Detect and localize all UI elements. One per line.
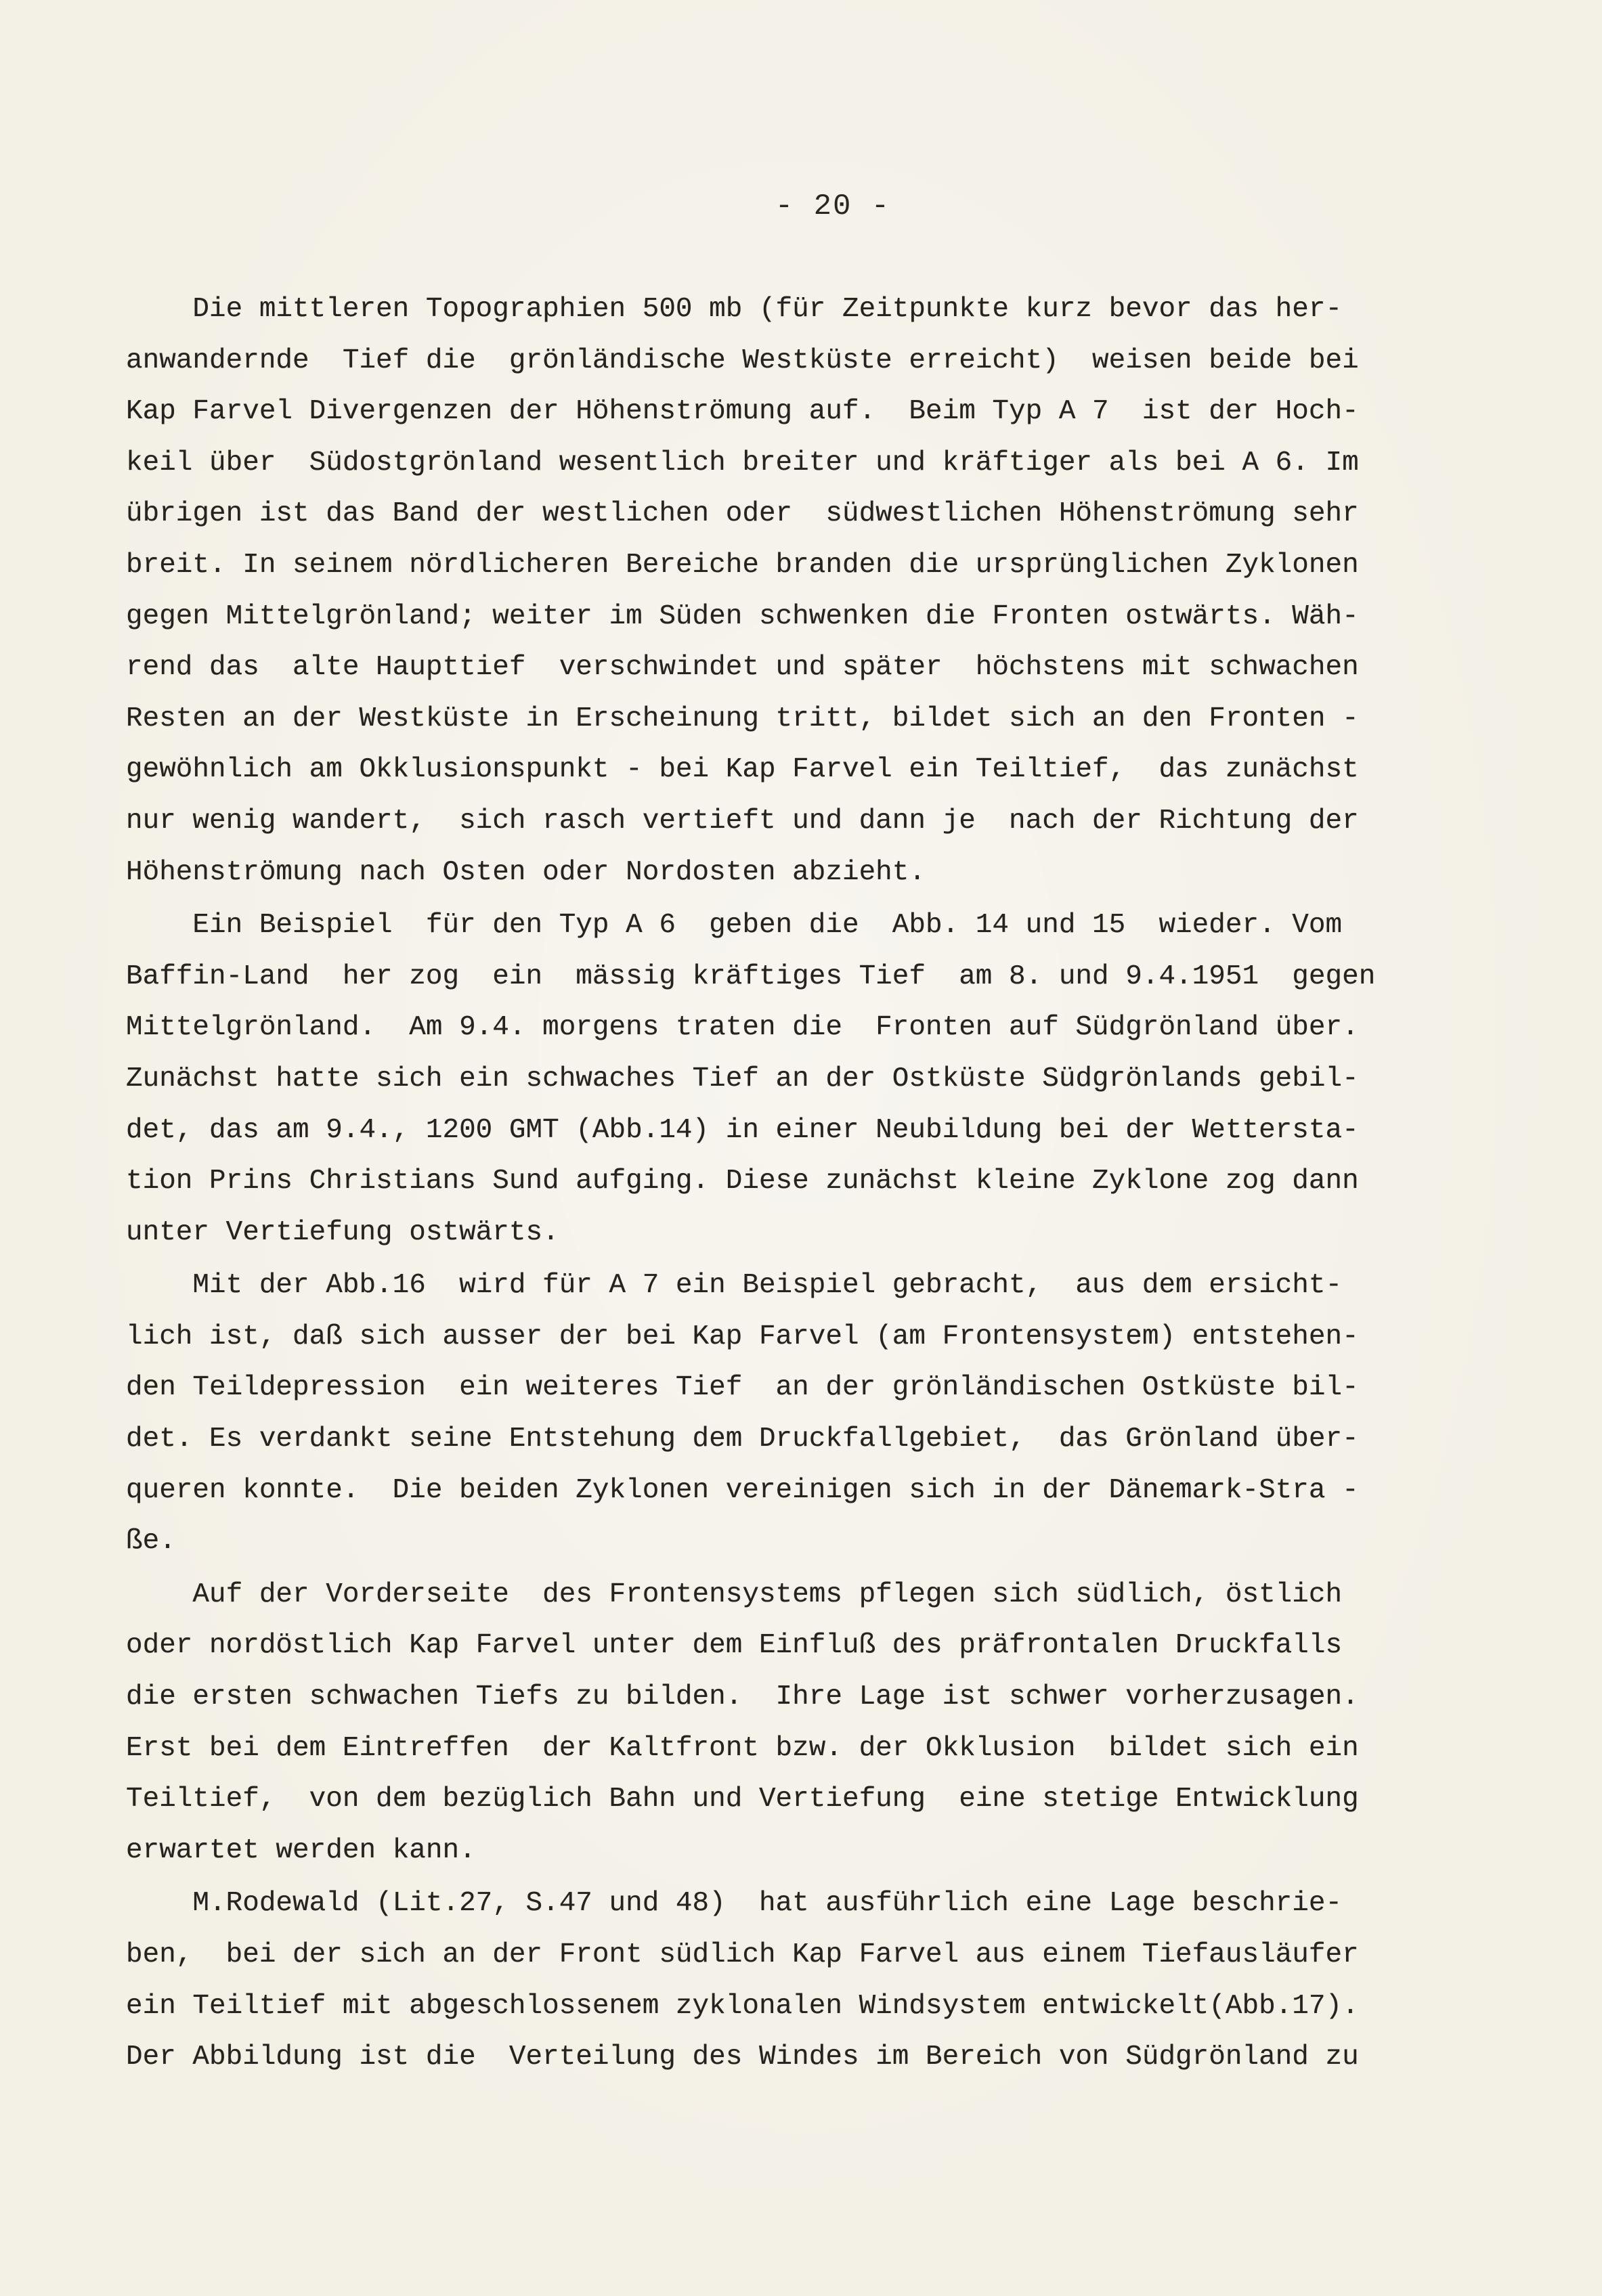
body-text bbox=[126, 284, 1494, 2083]
text-line: nur wenig wandert, sich rasch vertieft und dann je nach der Richtung der bbox=[126, 805, 1359, 837]
text-line: Teiltief, von dem bezüglich Bahn und Vertiefung eine stetige Entwicklung bbox=[126, 1784, 1359, 1815]
text-line: erwartet werden kann. bbox=[126, 1834, 476, 1866]
text-line: die ersten schwachen Tiefs zu bilden. Ihre Lage ist schwer vorherzusagen. bbox=[126, 1681, 1359, 1713]
text-line: Mittelgrönland. Am 9.4. morgens traten die Fronten auf Südgrönland über. bbox=[126, 1012, 1359, 1044]
text-line: Die mittleren Topographien 500 mb (für Zeitpunkte kurz bevor das her- bbox=[126, 294, 1343, 325]
text-line: det. Es verdankt seine Entstehung dem Druckfallgebiet, das Grönland über- bbox=[126, 1423, 1359, 1455]
page-number: - 20 - bbox=[775, 190, 891, 223]
paragraph bbox=[126, 1878, 1494, 2083]
paragraph bbox=[126, 1260, 1494, 1568]
text-line: oder nordöstlich Kap Farvel unter dem Einfluß des präfrontalen Druckfalls bbox=[126, 1630, 1343, 1662]
text-line: lich ist, daß sich ausser der bei Kap Farvel (am Frontensystem) entstehen- bbox=[126, 1321, 1359, 1352]
text-line: gegen Mittelgrönland; weiter im Süden schwenken die Fronten ostwärts. Wäh- bbox=[126, 600, 1359, 632]
text-line: Erst bei dem Eintreffen der Kaltfront bzw. der Okklusion bildet sich ein bbox=[126, 1732, 1359, 1764]
text-line: M.Rodewald (Lit.27, S.47 und 48) hat ausführlich eine Lage beschrie- bbox=[126, 1888, 1343, 1920]
text-line: rend das alte Haupttief verschwindet und später höchstens mit schwachen bbox=[126, 652, 1359, 684]
text-line: queren konnte. Die beiden Zyklonen vereinigen sich in der Dänemark-Stra - bbox=[126, 1474, 1359, 1506]
paragraph bbox=[126, 900, 1494, 1258]
text-line: Auf der Vorderseite des Frontensystems pflegen sich südlich, östlich bbox=[126, 1578, 1343, 1610]
text-line: Ein Beispiel für den Typ A 6 geben die Abb. 14 und 15 wieder. Vom bbox=[126, 910, 1343, 942]
text-line: breit. In seinem nördlicheren Bereiche branden die ursprünglichen Zyklonen bbox=[126, 549, 1359, 581]
text-line: Zunächst hatte sich ein schwaches Tief an der Ostküste Südgrönlands gebil- bbox=[126, 1063, 1359, 1095]
text-line: übrigen ist das Band der westlichen oder südwestlichen Höhenströmung sehr bbox=[126, 498, 1359, 530]
text-line: Höhenströmung nach Osten oder Nordosten abzieht. bbox=[126, 856, 926, 888]
text-line: ein Teiltief mit abgeschlossenem zyklonalen Windsystem entwickelt(Abb.17). bbox=[126, 1990, 1359, 2022]
paragraph bbox=[126, 284, 1494, 898]
text-line: unter Vertiefung ostwärts. bbox=[126, 1216, 559, 1248]
text-line: ben, bei der sich an der Front südlich Kap Farvel aus einem Tiefausläufer bbox=[126, 1939, 1359, 1970]
text-line: anwandernde Tief die grönländische Westküste erreicht) weisen beide bei bbox=[126, 345, 1359, 376]
text-line: det, das am 9.4., 1200 GMT (Abb.14) in einer Neubildung bei der Wettersta- bbox=[126, 1114, 1359, 1146]
text-line: Resten an der Westküste in Erscheinung tritt, bildet sich an den Fronten - bbox=[126, 703, 1359, 734]
text-line: keil über Südostgrönland wesentlich breiter und kräftiger als bei A 6. Im bbox=[126, 447, 1359, 479]
text-line: Baffin-Land her zog ein mässig kräftiges Tief am 8. und 9.4.1951 gegen bbox=[126, 961, 1376, 992]
text-line: tion Prins Christians Sund aufging. Diese zunächst kleine Zyklone zog dann bbox=[126, 1166, 1359, 1197]
text-line: Der Abbildung ist die Verteilung des Windes im Bereich von Südgrönland zu bbox=[126, 2041, 1359, 2073]
text-line: Kap Farvel Divergenzen der Höhenströmung auf. Beim Typ A 7 ist der Hoch- bbox=[126, 396, 1359, 428]
text-line: den Teildepression ein weiteres Tief an der grönländischen Ostküste bil- bbox=[126, 1372, 1359, 1404]
paragraph bbox=[126, 1570, 1494, 1877]
text-line: gewöhnlich am Okklusionspunkt - bei Kap Farvel ein Teiltief, das zunächst bbox=[126, 754, 1359, 786]
text-line: ße. bbox=[126, 1526, 176, 1558]
text-line: Mit der Abb.16 wird für A 7 ein Beispiel gebracht, aus dem ersicht- bbox=[126, 1270, 1343, 1302]
